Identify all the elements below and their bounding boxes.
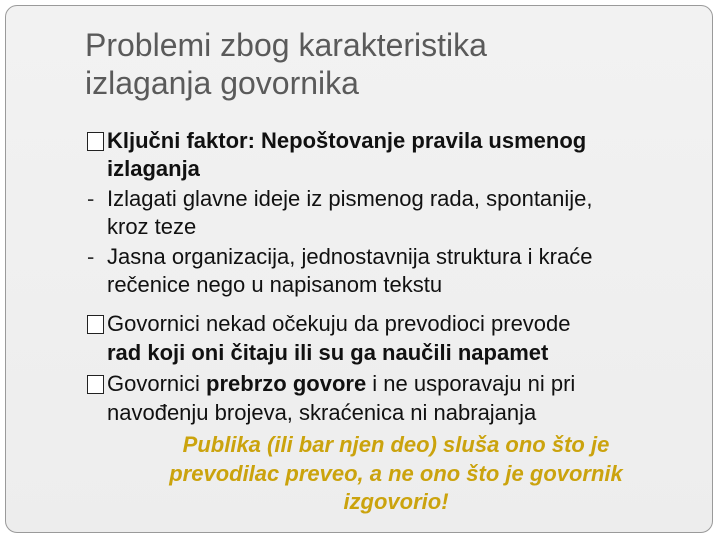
slide <box>5 5 713 533</box>
dash-marker-1: - <box>87 186 95 211</box>
sub-bullet-2-line-1: Jasna organizacija, jednostavnija struktura i kraće <box>107 244 593 269</box>
highlight-line-3: izgovorio! <box>343 489 449 514</box>
sub-bullet-1-line-2: kroz teze <box>107 214 197 239</box>
title-line-2: izlaganja govornika <box>85 65 359 101</box>
bullet-1-line-2: izlaganja <box>107 156 200 181</box>
slide-title <box>85 26 685 102</box>
bullet-2-line-1: Govornici nekad očekuju da prevodioci prevode <box>107 311 571 336</box>
square-bullet-icon <box>87 315 104 334</box>
title-line-1: Problemi zbog karakteristika <box>85 27 487 63</box>
bullet-3-text-bold: prebrzo govore <box>206 371 367 396</box>
highlight-line-2: prevodilac preveo, a ne ono što je govornik <box>169 461 623 486</box>
bullet-2-line-2: rad koji oni čitaju ili su ga naučili napamet <box>107 340 549 365</box>
highlight-line-1: Publika (ili bar njen deo) sluša ono što je <box>182 432 610 457</box>
bullet-3-text-pre: Govornici <box>107 371 207 396</box>
bullet-3-text-post: i ne usporavaju ni pri <box>366 371 576 396</box>
bullet-1-line-1: Ključni faktor: Nepoštovanje pravila usmenog <box>107 128 587 153</box>
dash-marker-2: - <box>87 244 95 269</box>
square-bullet-icon <box>87 132 104 151</box>
square-bullet-icon <box>87 375 104 394</box>
sub-bullet-1-line-1: Izlagati glavne ideje iz pismenog rada, spontanije, <box>107 186 593 211</box>
bullet-3-line-2: navođenju brojeva, skraćenica ni nabrajanja <box>107 400 537 425</box>
sub-bullet-2-line-2: rečenice nego u napisanom tekstu <box>107 272 443 297</box>
bullet-3-line-1 <box>107 368 575 400</box>
